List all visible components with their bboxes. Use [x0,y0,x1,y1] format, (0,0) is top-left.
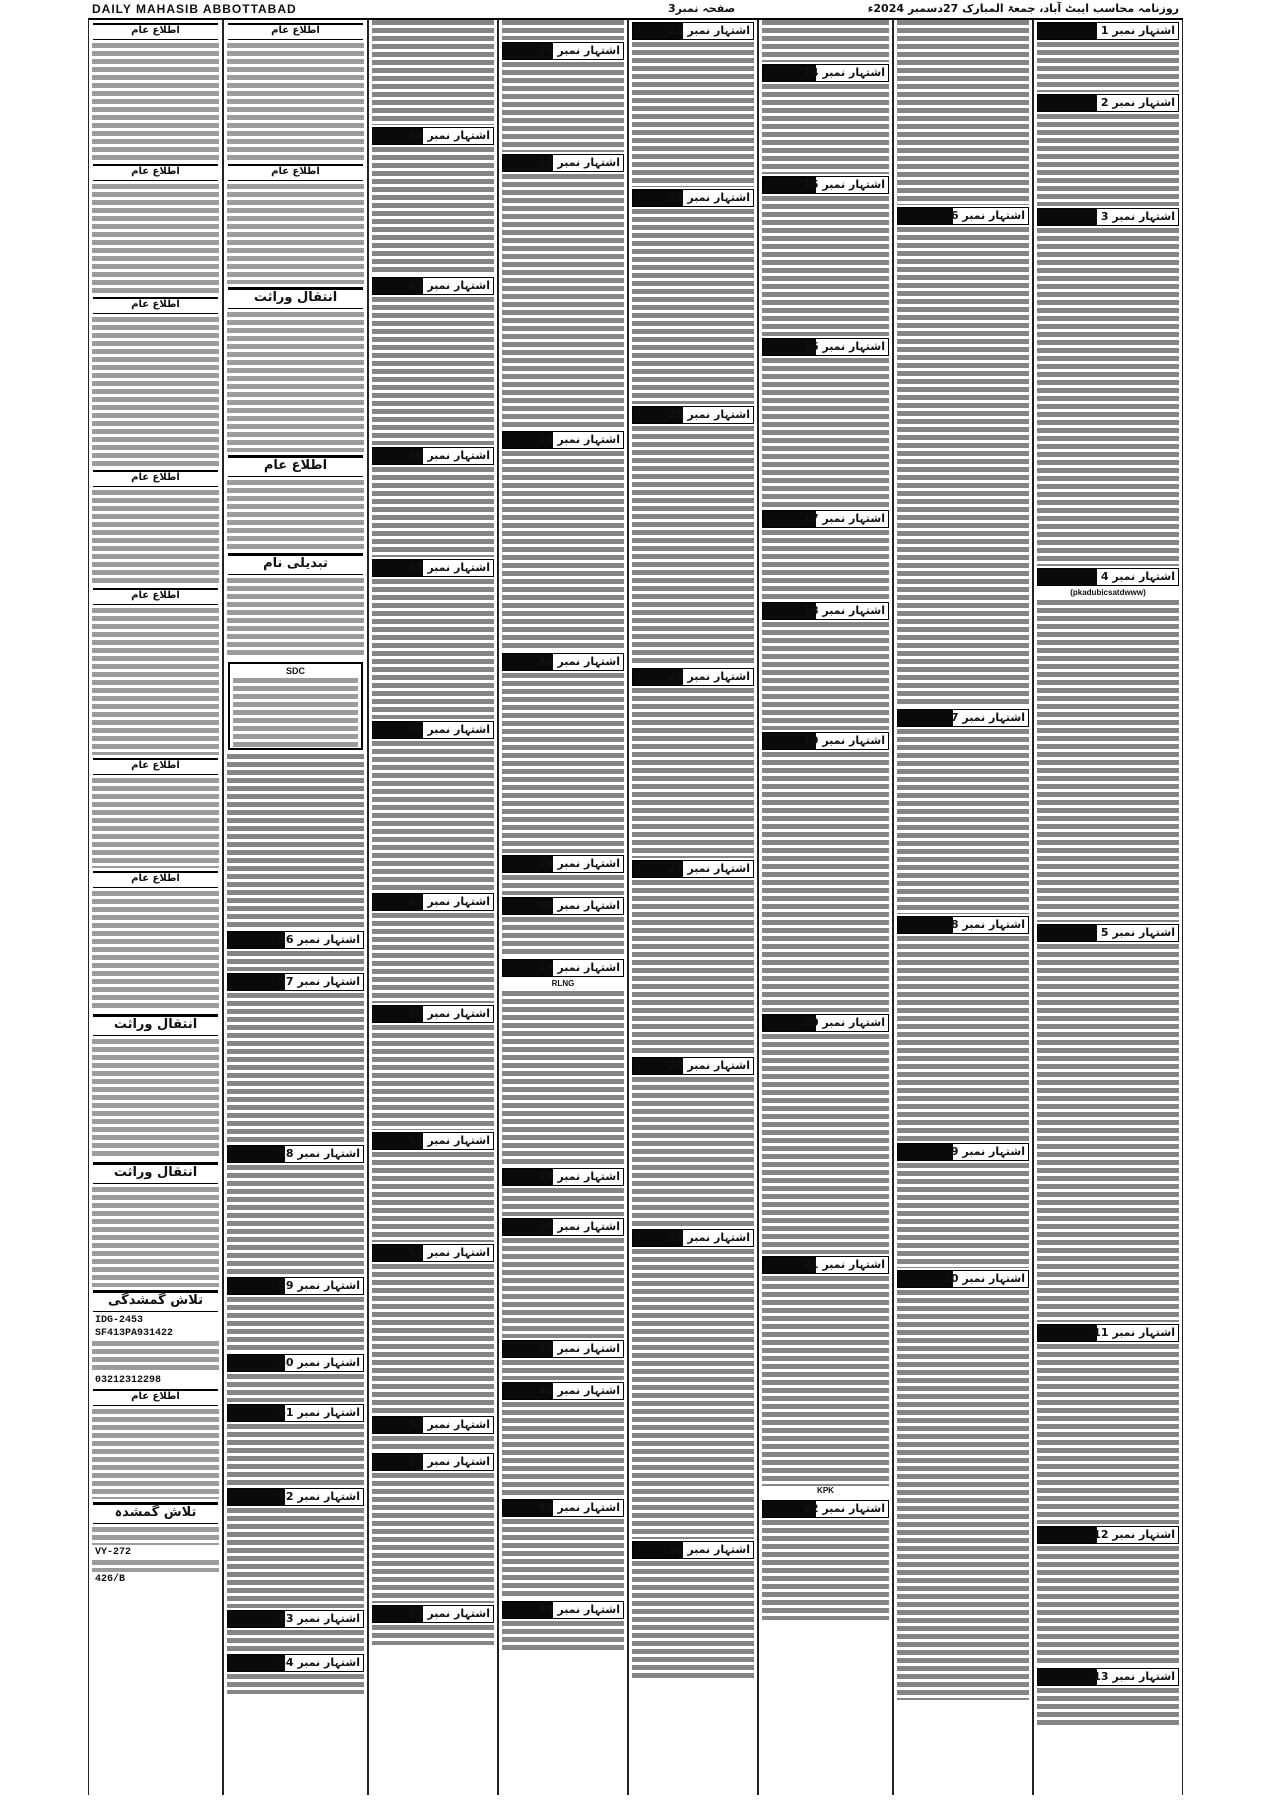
notice-heading: اشتہار نمبر 24 [632,189,754,207]
notice-body [369,297,497,445]
notice-heading: اشتہار نمبر 48 [372,721,494,739]
notice-heading: اشتہار نمبر 14 [762,64,889,82]
notice-heading: اشتہار نمبر 18 [762,602,889,620]
notice-body [894,20,1032,205]
notice-body [499,917,627,957]
notice-body [629,1561,757,1681]
notice-heading: اشتہار نمبر 15 [762,176,889,194]
notice-heading: اشتہار نمبر 55 [372,1605,494,1623]
notice-body [89,1341,222,1373]
notice-heading: اشتہار نمبر 58 [227,1145,364,1163]
notice-body [369,579,497,719]
notice-body [224,951,367,971]
notice-body [369,147,497,275]
column-2 [893,20,1033,1795]
column-4 [628,20,758,1795]
notice-body [89,1039,222,1159]
notice-body [499,1519,627,1599]
notice-body [629,42,757,187]
notice-heading: اشتہار نمبر 22 [762,1500,889,1518]
notice-body [89,1560,222,1572]
notice-heading: اشتہار نمبر 6 [897,207,1029,225]
notice-body [759,622,892,730]
section-header: اطلاع عام [93,758,218,775]
notice-heading: اشتہار نمبر 20 [762,1014,889,1032]
notice-heading: اشتہار نمبر 7 [897,709,1029,727]
notice-heading: اشتہار نمبر 44 [372,127,494,145]
notice-body [1034,42,1182,92]
notice-heading: اشتہار نمبر 53 [372,1416,494,1434]
notice-body [89,891,222,1011]
notice-heading: اشتہار نمبر 54 [372,1453,494,1471]
notice-heading: اشتہار نمبر 35 [502,855,624,873]
notice-body [499,673,627,853]
notice-body [759,358,892,508]
notice-body [224,43,367,161]
notice-body [1034,1344,1182,1524]
section-header: تلاش گمشدہ [93,1502,218,1524]
notice-body [499,62,627,152]
notice-heading: اشتہار نمبر 11 [1037,1324,1179,1342]
section-header: اطلاع عام [93,588,218,605]
notice-heading: اشتہار نمبر 10 [897,1270,1029,1288]
notice-heading: اشتہار نمبر 9 [897,1143,1029,1161]
section-header: اطلاع عام [93,23,218,40]
section-header: انتقال وراثت [93,1014,218,1036]
notice-body [499,451,627,651]
notice-heading: اشتہار نمبر 42 [502,1499,624,1517]
notice-heading: اشتہار نمبر 29 [632,1229,754,1247]
notice-heading: اشتہار نمبر 59 [227,1277,364,1295]
notice-heading: اشتہار نمبر 43 [502,1601,624,1619]
classified-columns [88,20,1183,1795]
notice-body [894,729,1032,914]
notice-body [894,1163,1032,1268]
notice-heading: اشتہار نمبر 45 [372,277,494,295]
notice-body [759,1276,892,1486]
notice-body [894,936,1032,1141]
notice-heading: اشتہار نمبر 34 [502,653,624,671]
notice-body [224,1630,367,1652]
notice-heading: اشتہار نمبر 31 [502,42,624,60]
notice-body [499,991,627,1166]
section-header: انتقال وراثت [93,1162,218,1184]
column-7 [223,20,368,1795]
notice-body [369,1152,497,1242]
notice-body [224,1165,367,1275]
notice-body [89,490,222,585]
section-header: اطلاع عام [93,470,218,487]
section-header: تلاش گمشدگی [93,1290,218,1312]
section-header: اطلاع عام [93,297,218,314]
phone-number: 03212312298 [95,1375,162,1386]
notice-heading: اشتہار نمبر 16 [762,338,889,356]
notice-heading: اشتہار نمبر 47 [372,559,494,577]
column-3 [758,20,893,1795]
notice-body [369,1625,497,1645]
notice-heading: اشتہار نمبر 39 [502,1218,624,1236]
notice-heading: اشتہار نمبر 23 [632,22,754,40]
notice-body [89,1409,222,1499]
notice-body [1034,1688,1182,1728]
notice-body [1034,228,1182,566]
masthead [88,0,1183,20]
notice-body [759,530,892,600]
section-header: اطلاع عام [93,871,218,888]
notice-body [499,1360,627,1380]
page-number-label: صفحہ نمبر3 [668,2,736,15]
notice-body [89,680,222,755]
notice-heading: اشتہار نمبر 38 [502,1168,624,1186]
notice-body [224,1297,367,1352]
notice-body [369,1436,497,1451]
notice-body [1034,600,1182,922]
notice-heading: اشتہار نمبر 36 [502,897,624,915]
notice-heading: اشتہار نمبر 64 [227,1654,364,1672]
notice-body [369,741,497,891]
notice-heading: اشتہار نمبر 50 [372,1005,494,1023]
section-header: اطلاع عام [228,23,363,40]
notice-body [1034,1546,1182,1666]
document-number: SF413PA931422 [95,1328,174,1339]
notice-body [369,1025,497,1130]
notice-heading: اشتہار نمبر 56 [227,931,364,949]
notice-body [499,1188,627,1216]
notice-body [369,913,497,1003]
notice-heading: اشتہار نمبر 26 [632,668,754,686]
notice-heading: اشتہار نمبر 49 [372,893,494,911]
notice-heading: اشتہار نمبر 19 [762,732,889,750]
notice-body [629,1077,757,1227]
notice-heading: اشتہار نمبر 4 [1037,568,1179,586]
notice-body [499,1238,627,1338]
notice-body [89,1527,222,1545]
notice-heading: اشتہار نمبر 63 [227,1610,364,1628]
notice-body [89,778,222,868]
plot-number: 426/B [95,1574,126,1585]
notice-body [369,20,497,125]
notice-heading: اشتہار نمبر 46 [372,447,494,465]
notice-body [89,1187,222,1287]
notice-heading: اشتہار نمبر 32 [502,154,624,172]
sdc-boxed-notice [228,662,363,750]
document-number: IDG-2453 [95,1315,144,1326]
notice-heading: اشتہار نمبر 25 [632,406,754,424]
section-header: تبدیلی نام [228,553,363,575]
notice-body [224,993,367,1143]
notice-heading: اشتہار نمبر 28 [632,1057,754,1075]
notice-body [759,752,892,1012]
notice-heading: اشتہار نمبر 17 [762,510,889,528]
notice-heading: اشتہار نمبر 5 [1037,924,1179,942]
notice-body [499,1402,627,1497]
notice-body [1034,944,1182,1322]
vehicle-number: VY-272 [95,1547,132,1558]
notice-body [224,184,367,284]
notice-body [89,43,222,161]
notice-body [629,209,757,404]
column-6 [368,20,498,1795]
notice-body [224,1508,367,1608]
notice-heading: اشتہار نمبر 1 [1037,22,1179,40]
notice-heading: اشتہار نمبر 52 [372,1244,494,1262]
notice-body [369,1264,497,1414]
column-1 [1033,20,1183,1795]
notice-body [499,1621,627,1651]
notice-heading: اشتہار نمبر 30 [632,1541,754,1559]
notice-body [499,20,627,40]
notice-heading: اشتہار نمبر 13 [1037,1668,1179,1686]
notice-heading: اشتہار نمبر 37 [502,959,624,977]
notice-body [89,184,222,294]
dateline: روزنامہ محاسب ایبٹ آباد، جمعۃ المبارک 27دسمبر 2024ء [867,2,1179,15]
notice-heading: اشتہار نمبر 8 [897,916,1029,934]
notice-body [499,174,627,429]
notice-body [629,1249,757,1539]
notice-heading: اشتہار نمبر 27 [632,860,754,878]
section-header: اطلاع عام [228,164,363,181]
notice-heading: اشتہار نمبر 40 [502,1340,624,1358]
notice-body [629,426,757,666]
notice-body [1034,114,1182,206]
notice-heading: اشتہار نمبر 57 [227,973,364,991]
notice-heading: اشتہار نمبر 12 [1037,1526,1179,1544]
notice-body [629,688,757,858]
notice-body [224,312,367,452]
notice-heading: اشتہار نمبر 3 [1037,208,1179,226]
notice-body [759,1034,892,1254]
kpk-text: KPK [817,1486,834,1495]
notice-heading: اشتہار نمبر 21 [762,1256,889,1274]
notice-body [759,196,892,336]
notice-body [224,578,367,658]
rlng-text: RLNG [551,979,575,988]
notice-body [369,467,497,557]
notice-body [894,1290,1032,1700]
column-8 [88,20,223,1795]
notice-body [224,1374,367,1402]
notice-body [224,1674,367,1694]
section-header: اطلاع عام [228,455,363,477]
notice-body [224,480,367,550]
paper-name: DAILY MAHASIB ABBOTTABAD [92,2,297,16]
website-text: (pkadubicsatdwww) [1070,588,1146,597]
notice-heading: اشتہار نمبر 61 [227,1404,364,1422]
notice-body [759,84,892,174]
notice-body [894,227,1032,707]
notice-heading: اشتہار نمبر 41 [502,1382,624,1400]
notice-heading: اشتہار نمبر 33 [502,431,624,449]
notice-body [89,317,222,467]
sdc-text: SDC [285,666,305,676]
notice-body [499,875,627,895]
notice-body [629,880,757,1055]
notice-heading: اشتہار نمبر 60 [227,1354,364,1372]
notice-heading: اشتہار نمبر 51 [372,1132,494,1150]
section-header: انتقال وراثت [228,287,363,309]
column-5 [498,20,628,1795]
notice-body [89,608,222,680]
section-header: اطلاع عام [93,164,218,181]
notice-body [759,1520,892,1620]
notice-body [759,20,892,62]
notice-heading: اشتہار نمبر 62 [227,1488,364,1506]
notice-body [224,1424,367,1486]
notice-body [369,1473,497,1603]
section-header: اطلاع عام [93,1389,218,1406]
notice-body [224,754,367,929]
notice-heading: اشتہار نمبر 2 [1037,94,1179,112]
